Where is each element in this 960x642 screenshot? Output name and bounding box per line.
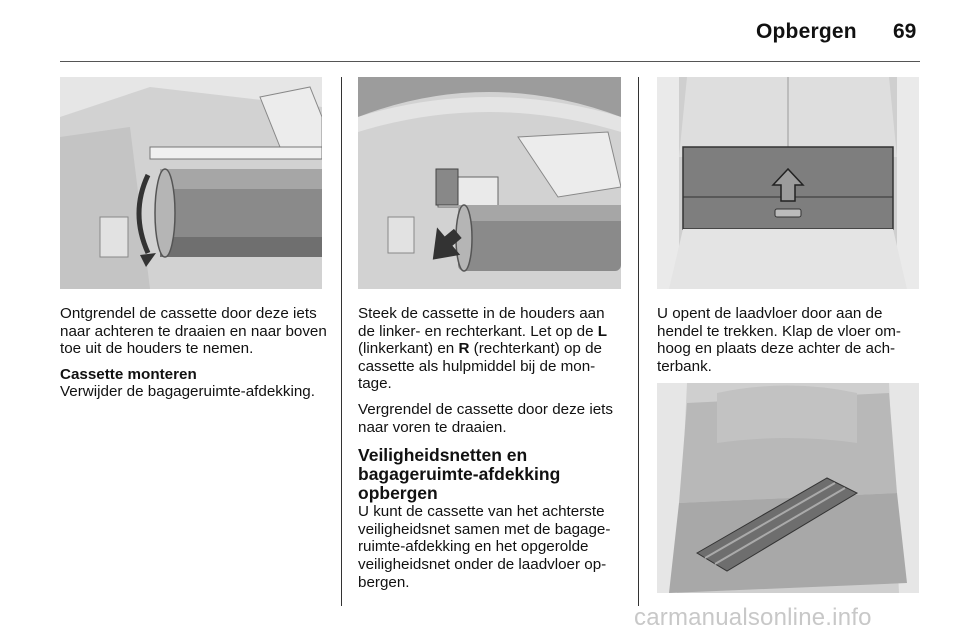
watermark: carmanualsonline.info bbox=[634, 604, 872, 631]
header-rule bbox=[60, 61, 920, 62]
column-divider-right bbox=[638, 77, 639, 606]
cassette-rotate-icon bbox=[60, 77, 322, 289]
key-label-l: L bbox=[597, 322, 608, 340]
load-floor-lift-icon bbox=[657, 77, 919, 289]
column-divider-left bbox=[341, 77, 342, 606]
key-label-r: R bbox=[458, 340, 470, 358]
stored-cassette-icon bbox=[657, 383, 919, 593]
col2-paragraph-1a: Steek de cassette in de houders aan de linker- en rechterkant. Let op de bbox=[358, 305, 605, 340]
col2-paragraph-1b: (linkerkant) en bbox=[358, 340, 455, 358]
col1-paragraph-1: Ontgrendel de cassette door deze iets naar achteren te draaien en naar boven toe uit de houders te nemen. bbox=[60, 305, 327, 358]
col2-paragraph-3: U kunt de cassette van het achterste veiligheidsnet samen met de bagage-ruimte-afdekking en het opgerolde veiligheidsnet onder de laadvloer op-bergen. bbox=[358, 503, 611, 591]
figure-cassette-rotate bbox=[60, 77, 322, 289]
page-number: 69 bbox=[893, 20, 917, 43]
section-title: Veiligheidsnetten en bagageruimte-afdekking opbergen bbox=[358, 445, 561, 504]
col1-paragraph-2: Verwijder de bagageruimte-afdekking. bbox=[60, 383, 315, 401]
col1-subheading: Cassette monteren bbox=[60, 365, 197, 383]
figure-cassette-insert bbox=[358, 77, 621, 289]
col2-paragraph-2: Vergrendel de cassette door deze iets naar voren te draaien. bbox=[358, 400, 613, 436]
figure-load-floor bbox=[657, 77, 919, 289]
col2-paragraph-1c: (rechterkant) op de cassette als hulpmiddel bij de mon-tage. bbox=[358, 340, 602, 393]
figure-stored-cassette bbox=[657, 383, 919, 593]
cassette-insert-icon bbox=[358, 77, 621, 289]
page-header-title: Opbergen bbox=[756, 20, 857, 43]
col3-paragraph-1: U opent de laadvloer door aan de hendel te trekken. Klap de vloer om-hoog en plaats deze achter de ach-terbank. bbox=[657, 305, 901, 375]
